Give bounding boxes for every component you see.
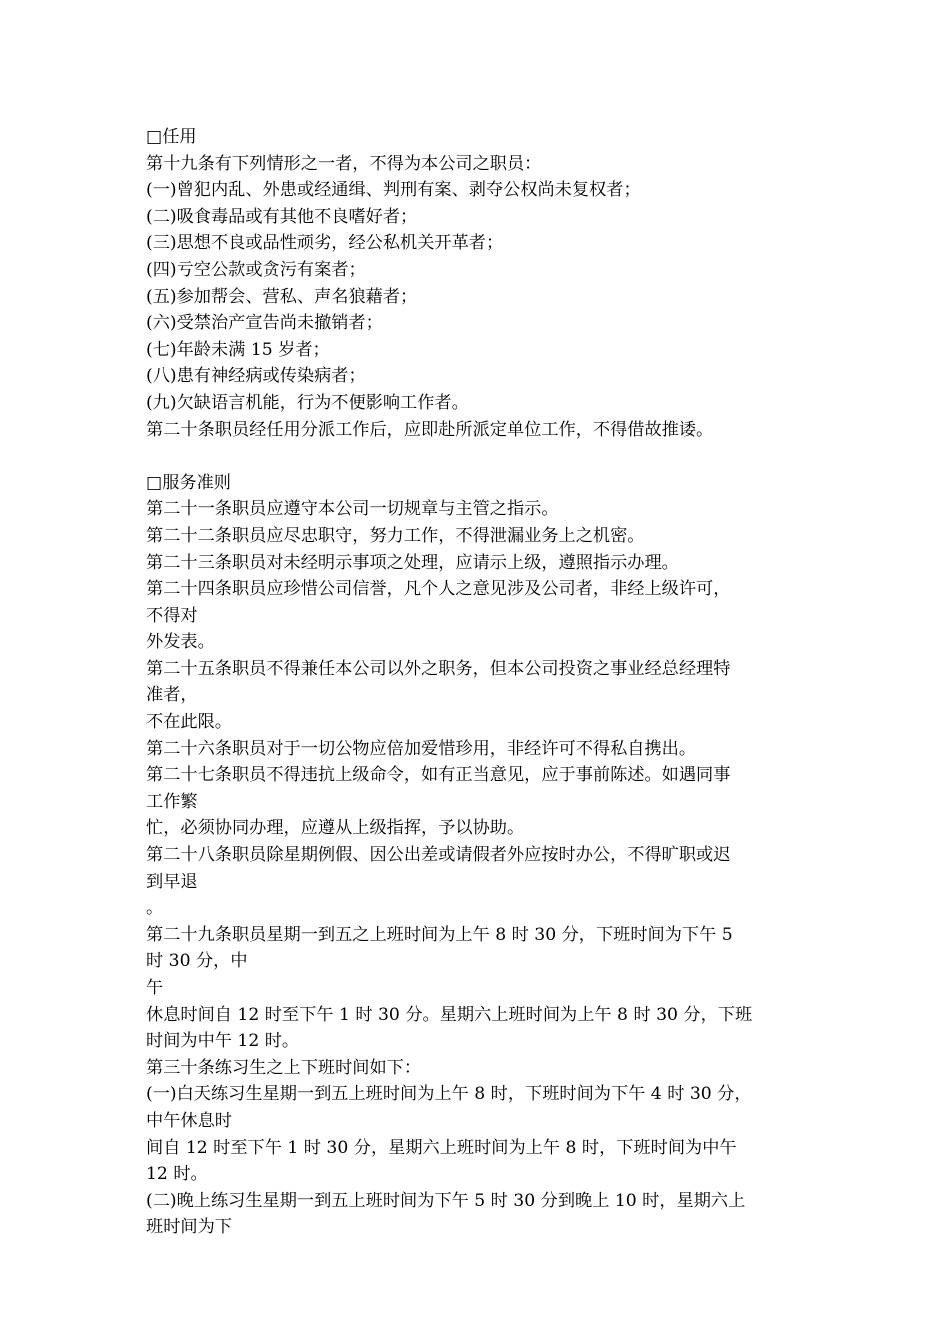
text-line: 班时间为下 bbox=[146, 1217, 232, 1238]
text-line: 第二十六条职员对于一切公物应倍加爱惜珍用，非经许可不得私自携出。 bbox=[146, 738, 697, 759]
text-line: (七)年龄未满 15 岁者； bbox=[146, 339, 330, 360]
text-line: (二)晚上练习生星期一到五上班时间为下午 5 时 30 分到晚上 10 时，星期六上 bbox=[146, 1190, 746, 1211]
text-line: 第二十五条职员不得兼任本公司以外之职务，但本公司投资之事业经总经理特 bbox=[146, 658, 731, 679]
text-line: 时间为中午 12 时。 bbox=[146, 1031, 300, 1052]
text-line: (二)吸食毒品或有其他不良嗜好者； bbox=[146, 206, 418, 227]
text-line: 第二十八条职员除星期例假、因公出差或请假者外应按时办公，不得旷职或迟 bbox=[146, 845, 731, 866]
text-line: □任用 bbox=[146, 127, 197, 147]
text-line: 休息时间自 12 时至下午 1 时 30 分。星期六上班时间为上午 8 时 30 分，下班 bbox=[146, 1004, 753, 1025]
text-line: 第二十一条职员应遵守本公司一切规章与主管之指示。 bbox=[146, 499, 559, 520]
text-line: 。 bbox=[146, 898, 164, 919]
text-line: 第二十条职员经任用分派工作后，应即赴所派定单位工作，不得借故推诿。 bbox=[146, 419, 714, 440]
text-line: (九)欠缺语言机能，行为不便影响工作者。 bbox=[146, 392, 469, 413]
text-line: (一)曾犯内乱、外患或经通缉、判刑有案、剥夺公权尚未复权者； bbox=[146, 180, 641, 201]
text-line: (六)受禁治产宣告尚未撤销者； bbox=[146, 313, 383, 334]
text-line: 第二十九条职员星期一到五之上班时间为上午 8 时 30 分，下班时间为下午 5 bbox=[146, 924, 733, 945]
text-line: 外发表。 bbox=[146, 632, 215, 653]
text-line: 第三十条练习生之上下班时间如下： bbox=[146, 1057, 422, 1078]
text-line: 中午休息时 bbox=[146, 1110, 232, 1131]
text-line: 第二十四条职员应珍惜公司信誉，凡个人之意见涉及公司者，非经上级许可， bbox=[146, 579, 731, 600]
text-line: (八)患有神经病或传染病者； bbox=[146, 366, 366, 387]
text-line: (四)亏空公款或贪污有案者； bbox=[146, 259, 366, 280]
text-line: 12 时。 bbox=[146, 1164, 208, 1185]
text-line: 准者， bbox=[146, 685, 198, 706]
text-line: 第二十三条职员对未经明示事项之处理，应请示上级，遵照指示办理。 bbox=[146, 552, 679, 573]
text-line: □服务准则 bbox=[146, 472, 231, 493]
text-line: 不在此限。 bbox=[146, 712, 232, 733]
text-line: 午 bbox=[146, 978, 164, 998]
text-line: 第二十七条职员不得违抗上级命令，如有正当意见，应于事前陈述。如遇同事 bbox=[146, 765, 731, 786]
blank-line bbox=[146, 443, 816, 470]
text-line: (三)思想不良或品性顽劣，经公私机关开革者； bbox=[146, 233, 504, 254]
text-line: 到早退 bbox=[146, 871, 198, 892]
text-line: 工作繁 bbox=[146, 791, 198, 812]
text-line: 时 30 分，中 bbox=[146, 951, 248, 972]
document-body bbox=[146, 124, 816, 1241]
text-line: 不得对 bbox=[146, 605, 198, 626]
text-line: (五)参加帮会、营私、声名狼藉者； bbox=[146, 286, 418, 307]
text-line: 第二十二条职员应尽忠职守，努力工作，不得泄漏业务上之机密。 bbox=[146, 525, 645, 546]
text-line: (一)白天练习生星期一到五上班时间为上午 8 时，下班时间为下午 4 时 30 分， bbox=[146, 1084, 752, 1105]
text-line: 间自 12 时至下午 1 时 30 分，星期六上班时间为上午 8 时，下班时间为中午 bbox=[146, 1137, 737, 1158]
text-line: 第十九条有下列情形之一者，不得为本公司之职员： bbox=[146, 153, 542, 174]
text-line: 忙，必须协同办理，应遵从上级指挥，予以协助。 bbox=[146, 818, 525, 839]
